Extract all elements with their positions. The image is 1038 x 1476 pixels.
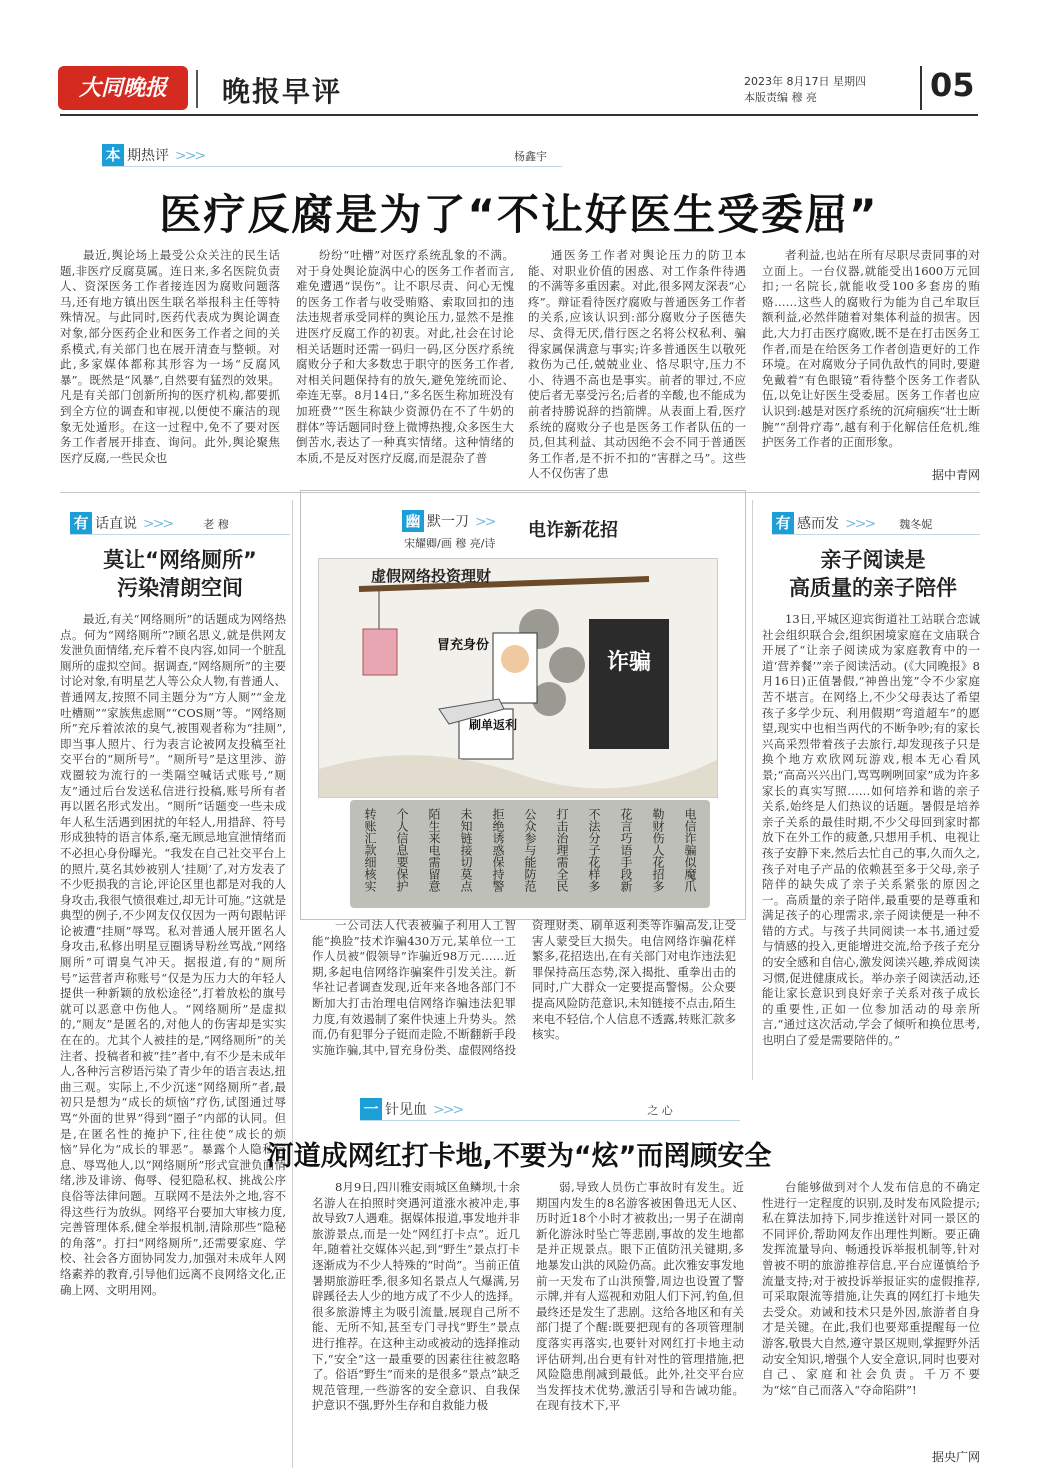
article-column	[60, 248, 280, 484]
page-number: 05	[930, 66, 975, 104]
cartoon-illustration[interactable]	[318, 558, 718, 798]
cartoon-title: 电诈新花招	[528, 520, 618, 541]
chevron-right-icon: >>>	[845, 516, 875, 532]
article-headline[interactable]	[60, 546, 300, 602]
tag-rest: 默一刀	[427, 514, 469, 530]
poem-line: 不法分子花样多	[587, 808, 601, 892]
main-headline[interactable]: 医疗反腐是为了“不让好医生受委屈”	[159, 190, 879, 239]
poem-line: 陌生来电需留意	[427, 808, 441, 892]
column-tag-hot-review	[102, 144, 502, 166]
paragraph: 者利益,也站在所有尽职尽责同事的对立面上。一台仪器,就能受出1600万元回扣;一名院长,就能收受100多套房的贿赂……这些人的腐败行为能为自己牟取巨额利益,必然伴随着对集体利益的损害。因此,大力打击医疗腐败,既不是在打击医务工作者,而是在给医务工作者创造更好的工作环境。在对腐败分子同仇敌忾的同时,要避免戴着“有色眼镜”看待整个医务工作者队伍,以免让好医生受委屈。医务工作者也应认识到:越是对医疗系统的沉疴痼疾“壮士断腕”“刮骨疗毒”,越有利于化解信任危机,维护医务工作者的正面形象。	[762, 248, 980, 450]
column-divider	[292, 500, 293, 1468]
tag-rest: 话直说	[95, 516, 137, 532]
tag-first-char: 一	[360, 1098, 382, 1120]
source-credit: 据中青网	[931, 468, 980, 482]
article-column	[60, 612, 286, 1468]
headline-line: 污染清朗空间	[117, 576, 243, 600]
cartoon-drawing	[319, 559, 718, 798]
article-column	[536, 1180, 744, 1470]
refund-label: 刷单返利	[469, 718, 518, 732]
chevron-right-icon: >>>	[433, 1102, 463, 1118]
poem-line: 电信诈骗似魔爪	[683, 808, 697, 892]
headline-line: 高质量的亲子陪伴	[789, 576, 957, 600]
paragraph: 最近,舆论场上最受公众关注的民生话题,非医疗反腐莫属。连日来,多名医院负责人、资深医务工作者接连因为腐败问题落马,还有地方镇出医生联名举报科主任等特殊情况。与此同时,医药代表成为舆论调查对象,部分医药企业和医务工作者之间的关系模式,有关部门也在展开清查与整顿。对此,多家媒体都称其形容为一场“反腐风暴”。既然是“风暴”,自然要有猛烈的效果。凡是有关部门创新所拘的医疗机构,都要抓到全方位的调查和审视,以便使不廉洁的现象无处遁形。在这一过程中,免不了要对医务工作者展开排查、询问。此外,舆论聚焦医疗反腐,一些民众也	[60, 248, 280, 465]
poem-line: 拒绝诱惑保持警	[491, 808, 505, 892]
page-number-divider	[920, 66, 922, 110]
tag-underline	[70, 534, 290, 535]
article-column	[528, 248, 746, 484]
poem-line: 公众参与能防范	[523, 808, 537, 892]
newspaper-logo[interactable]: 大同晚报	[58, 66, 188, 110]
source-credit: 据央广网	[931, 1450, 980, 1464]
article-column	[762, 1180, 980, 1448]
article-column	[312, 1180, 520, 1470]
poem-line: 个人信息要保护	[395, 808, 409, 892]
ground	[319, 755, 718, 798]
impersonate-label: 冒充身份	[437, 638, 490, 653]
mask-face	[501, 645, 529, 673]
chevron-right-icon: >>>	[175, 148, 205, 164]
column-tag-yougan	[772, 512, 982, 534]
cartoon-banner: 虚假网络投资理财	[371, 567, 492, 585]
cartoon-poem	[350, 800, 710, 908]
tag-rest: 感而发	[797, 516, 839, 532]
issue-date: 2023年 8月17日 星期四	[744, 75, 866, 88]
article-column	[762, 612, 980, 1078]
paragraph: 通医务工作者对舆论压力的防卫本能、对职业价值的困惑、对工作条件待遇的不满等多重因素。对此,很多网友深表“心疼”。辩证看待医疗腐败与普通医务工作者的关系,应该认识到:部分腐败分子医德失尽、贪得无厌,借行医之名将公权私利、骗得家属保满意与事实;许多普通医生以敬死救伤为己任,兢兢业业、恪尽职守,压力不小、待遇不高也是事实。前者的罪过,不应使后者无辜受污名;后者的辛酸,也不能成为前者持勝说辞的挡箭牌。从表面上看,医疗系统的腐败分子也是医务工作者队伍的一员,但其利益、其动因绝不会不同于普通医务工作者,是不折不扣的“害群之马”。这些人不仅伤害了患	[528, 248, 746, 481]
poem-line: 勒财伤人花招多	[651, 808, 665, 892]
column-tag-zhenjian	[360, 1098, 710, 1120]
headline-line: 莫让“网络厕所”	[103, 548, 257, 572]
masthead-divider	[196, 70, 198, 108]
poem-line: 花言巧语手段新	[619, 808, 633, 892]
tag-first-char: 幽	[402, 510, 424, 532]
poem-line: 未知链接切莫点	[459, 808, 473, 892]
poem-line: 转账汇款细核实	[363, 808, 377, 892]
tag-underline	[772, 534, 980, 535]
section-title: 晚报早评	[222, 75, 343, 108]
paragraph: 台能够做到对个人发布信息的不确定性进行一定程度的识别,及时发布风险提示;私在算法加持下,同步推送针对同一景区的不同评价,帮助网友作出理性判断。要正确发挥流量导向、畅通投诉举报机制等,针对曾被不明的旅游推荐信息,平台应谨慎给予流量支持;对于被投诉举报证实的虚假推荐,可采取限流等措施,让失真的网红打卡地失去受众。劝诫和技术只是外因,旅游者自身才是关键。在此,我们也要郑重提醒每一位游客,敬畏大自然,遵守景区规则,掌握野外活动安全知识,增强个人安全意识,同时也要对自己、家庭和社会负责。千万不要为“炫”自己而落入“夺命陷阱”!	[762, 1180, 980, 1397]
page-editor: 本版责编 穆 亮	[744, 91, 817, 104]
author-byline: 杨鑫宇	[514, 150, 547, 163]
tag-first-char: 有	[772, 512, 794, 534]
fraud-sign	[589, 619, 669, 749]
paragraph: 8月9日,四川雅安雨城区鱼鳞坝,十余名游人在拍照时突遇河道涨水被冲走,事故导致7人遇难。据媒体报道,事发地并非旅游景点,而是一处“网红打卡点”。近几年,随着社交媒体兴起,到“野生”景点打卡逐渐成为不少人特殊的“时尚”。当前正值暑期旅游旺季,很多知名景点人气爆满,另辟蹊径去人少的地方成了不少人的选择。很多旅游博主为吸引流量,展现自己所不能、无所不知,甚至专门寻找“野生”景点进行推荐。在这种主动或被动的选择推动下,“安全”这一最重要的因素往往被忽略了。俗语“野生”而来的是很多“景点”缺乏规范管理,一些游客的安全意识、自我保护意识不强,野外生存和自救能力极	[312, 1180, 520, 1413]
article-column	[762, 248, 980, 466]
tag-rest: 针见血	[385, 1102, 427, 1118]
column-divider	[752, 500, 753, 1080]
author-byline: 老 穆	[203, 518, 229, 531]
headline-line: 亲子阅读是	[820, 548, 926, 572]
tag-underline	[360, 1120, 740, 1121]
tag-first-char: 有	[70, 512, 92, 534]
paragraph: 纷纷“吐槽”对医疗系统乱象的不满。对于身处舆论旋涡中心的医务工作者而言,难免遭遇“误伤”。让不职尽责、问心无愧的医务工作者与收受贿赂、索取回扣的违法违规者承受同样的舆论压力,显然不是推进医疗反腐工作的初衷。对此,社会在讨论相关话题时还需一码归一码,区分医疗系统腐败分子和大多数忠于职守的医务工作者,对相关问题保持有的放矢,避免笼统而论、牵连无辜。8月14日,“多名医生称加班没有加班费”“医生称缺少资源仍在不了牛奶的群体”等话题同时登上微博热搜,众多医生大倒苦水,表达了一种真实情绪。这种情绪的本质,不是反对医疗反腐,而是混杂了普	[296, 248, 514, 465]
chevron-right-icon: >>>	[143, 516, 173, 532]
article-column	[296, 248, 514, 484]
fraud-label: 诈骗	[607, 650, 652, 675]
poem-line: 打击治理需全民	[555, 808, 569, 892]
column-tag-youhua	[70, 512, 290, 534]
author-byline: 魏冬妮	[899, 518, 933, 531]
cash-bait	[363, 629, 397, 675]
chevron-right-icon: >>	[475, 514, 495, 530]
article-headline[interactable]	[762, 546, 984, 602]
cartoon-article	[312, 918, 736, 1088]
paragraph: 弱,导致人员伤亡事故时有发生。近期国内发生的8名游客被困鲁迅无人区、历时近18个小时才被救出;一男子在湖南新化游泳时坠亡等悲剧,事故的发生地都是并正规景点。眼下正值防汛关键期,多地暴发山洪的风险仍高。此次雅安事发地前一天发布了山洪预警,周边也设置了警示牌,并有人巡视和劝阻人们下河,钓鱼,但最终还是发生了悲剧。这给各地区和有关部门提了个醒:既要把现有的各项管理制度落实再落实,也要针对网红打卡地主动评估研判,出台更有针对性的管理措施,把风险隐患削减到最低。此外,社交平台应当发挥技术优势,激活引导和告诫功能。在现有技术下,平	[536, 1180, 744, 1413]
tag-underline	[102, 166, 562, 167]
paragraph: 13日,平城区迎宾街道社工站联合恋诚社会组织联合会,组织困境家庭在文庙联合开展了“让亲子阅读成为家庭教育中的一道‘营养餐’”亲子阅读活动。(《大同晚报》8月16日)正值暑假,“神兽出笼”令不少家庭苦不堪言。在网络上,不少父母表达了希望孩子多学少玩、利用假期“弯道超车”的愿望,现实中也相当两代的不断争吵;有的家长兴高采烈带着孩子去旅行,却发现孩子只是换个地方欢欣网玩游戏,根本无心看风景;“高高兴兴出门,骂骂咧咧回家”成为许多家长的真实写照……如何培养和谐的亲子关系,始终是人们热议的话题。暑假是培养亲子关系的最佳时期,不少父母回到家时都放下在外工作的疲惫,只想用手机、电视让孩子安静下来,然后去忙自己的事,久而久之,孩子对电子产品的依赖甚至多于父母,亲子陪伴的缺失成了亲子关系紧张的原因之一。高质量的亲子陪伴,最重要的是尊重和满足孩子的心理需求,亲子阅读便是一种不错的方式。与孩子共同阅读一本书,通过爱与情感的投入,更能增进交流,给予孩子充分的安全感和自信心,激发阅读兴趣,养成阅读习惯,促进健康成长。举办亲子阅读活动,还能让家长意识到良好亲子关系对孩子成长的重要性,正如一位参加活动的母亲所言,“通过这次活动,学会了倾听和换位思考,也明白了爱是需要陪伴的。”	[762, 612, 980, 1048]
author-byline: 之 心	[647, 1104, 673, 1117]
tag-rest: 期热评	[127, 148, 169, 164]
paragraph: 一公司法人代表被骗子利用人工智能“换脸”技术诈骗430万元,某单位一工作人员被“假领导”诈骗近98万元……近期,多起电信网络诈骗案件引发关注。新华社记者调查发现,近年来各地各部门不断加大打击治理电信网络诈骗违法犯罪力度,有效遏制了案件快速上升势头。然而,仍有犯罪分子铤而走险,不断翻新手段实施诈骗,其中,冒充身份类、虚假网络投资理财类、刷单返利类等诈骗高发,让受害人蒙受巨大损失。电信网络诈骗花样繁多,花招迭出,在有关部门对电诈违法犯罪保持高压态势,深入揭批、重拳出击的同时,广大群众一定要提高警惕。公众要提高风险防范意识,未知链接不点击,陌生来电不轻信,个人信息不透露,转账汇款多核实。	[312, 918, 736, 1057]
paragraph: 最近,有关“网络厕所”的话题成为网络热点。何为“网络厕所”?顾名思义,就是供网友发泄负面情绪,充斥着不良内容,如同一个脏乱厕所的虚拟空间。据调查,“网络厕所”的主要讨论对象,有明星艺人等公众人物,有普通人、普通网友,按照不同主题分为“方人厕”“金龙吐槽厕”“家族焦虑厕”“COS厕”等。“网络厕所”充斥着浓浓的臭气,被围观者称为“挂厕”,即当事人照片、行为表言论被网友投稿至社交平台的“厕所号”。“厕所号”是这里涉、游戏圈较为流行的一类隔空喊话式账号,“厕友”通过后台发送私信进行投稿,账号所有者再以匿名形式发出。“厕所”话题变一些未成年人私生活遇到困扰的年轻人,用措辞、符号形成独特的语言体系,毫无顾忌地宣泄情绪而不必担心身份曝光。“我发在自己社交平台上的照片,莫名其妙被别人‘挂厕’了,对方发表了不少贬损我的言论,评论区里也都是对我的人身攻击,我很气愤很难过,却无计可施。”这就是典型的例子,不少网友仅仅因为一两句跟帖评论被遭“挂厕”辱骂。私对普通人展开匿名人身攻击,私修出明星豆圈诱导粉丝骂战,“网络厕所”可谓臭气冲天。据报道,有的“厕所号”运营者声称账号“仅是为压力大的年轻人提供一种新颖的放松途径”,打着放松的旗号就可以恶意中伤他人。“网络厕所”是虚拟的,“厕友”是匿名的,对他人的伤害却是实实在在的。尤其个人被挂的是,“网络厕所”的关注者、投稿者和被“挂”者中,有不少是未成年人,各种污言秽语污染了青少年的语言表达,扭曲三观。实际上,不少沉迷“网络厕所”者,最初只是想为“成长的烦恼”疗伤,试图通过辱骂“外面的世界”得到“圈子”内部的认同。但是,在匿名性的掩护下,往往使“成长的烦恼”异化为“成长的罪恶”。暴露个人隐私信息、辱骂他人,以“网络厕所”形式宣泄负面情绪,涉及诽谤、侮辱、侵犯隐私权、挑战公序良俗等法律问题。互联网不是法外之地,容不得这些行为放纵。网络平台要加大审核力度,完善管理体系,健全举报机制,清除那些“隐秘的角落”。打扫“网络厕所”,还需要家庭、学校、社会各方面协同发力,加强对未成年人网络素养的教育,引导他们远离不良网络文化,正确上网、文明用网。	[60, 612, 286, 1297]
dateline	[744, 74, 866, 106]
tag-first-char: 本	[102, 144, 124, 166]
cartoon-credits: 宋耀卿/画 穆 亮/诗	[404, 537, 496, 550]
scammer-head	[549, 647, 585, 683]
article-headline[interactable]: 河道成网红打卡地,不要为“炫”而罔顾安全	[266, 1141, 772, 1172]
